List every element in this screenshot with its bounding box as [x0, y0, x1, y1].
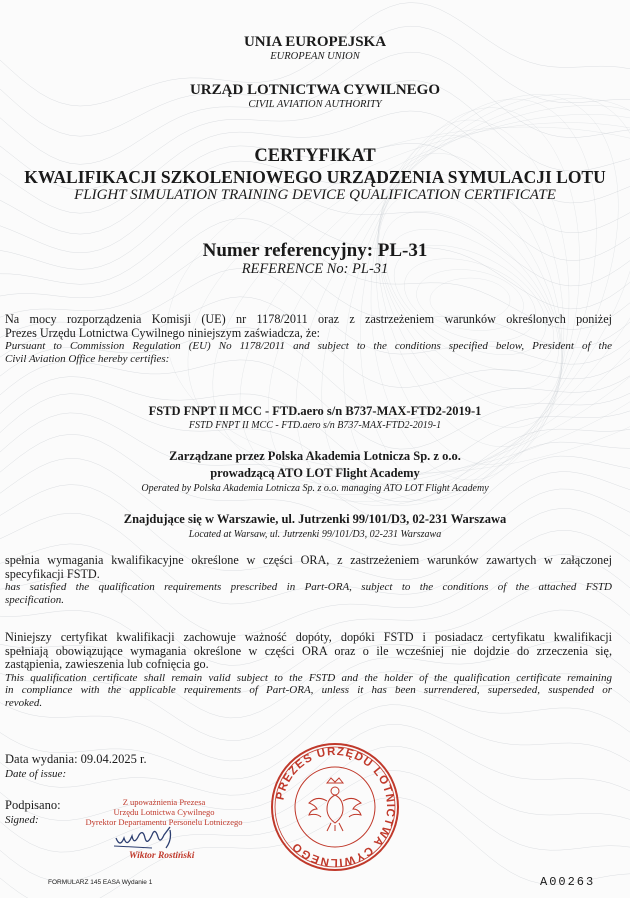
authority-title: URZĄD LOTNICTWA CYWILNEGO	[189, 82, 441, 98]
certificate-heading-en: FLIGHT SIMULATION TRAINING DEVICE QUALIFICATION CERTIFICATE	[74, 187, 556, 203]
issue-date: Data wydania: 09.04.2025 r.	[5, 752, 147, 766]
stamp-line1: Z upoważnienia Prezesa	[122, 797, 206, 807]
device-designation: FSTD FNPT II MCC - FTD.aero s/n B737-MAX-FTD2-2019-1	[148, 404, 482, 418]
signed-label: Podpisano:	[5, 798, 61, 812]
location-en: Located at Warsaw, ul. Jutrzenki 99/101/D3, 02-231 Warszawa	[188, 529, 442, 540]
intro-paragraph	[5, 313, 612, 365]
eu-title: UNIA EUROPEJSKA	[243, 34, 387, 50]
validity-pl-line3: zastąpienia, zawieszenia lub cofnięcia go.	[5, 657, 209, 671]
authorisation-stamp	[79, 797, 249, 827]
seal-ring-text: PREZES URZĘDU LOTNICTWA CYWILNEGO	[274, 745, 397, 869]
operator-line1: Zarządzane przez Polska Akademia Lotnicza Sp. z o.o.	[169, 449, 461, 463]
intro-en-line2: Civil Aviation Office hereby certifies:	[5, 352, 170, 365]
validity-pl-line2: spełniają obowiązujące wymagania określone w części ORA oraz o ile wcześniej nie dojdzie do zrzeczenia się,	[5, 643, 612, 658]
device-designation-en: FSTD FNPT II MCC - FTD.aero s/n B737-MAX-FTD2-2019-1	[188, 420, 442, 431]
location: Znajdujące się w Warszawie, ul. Jutrzenki 99/101/D3, 02-231 Warszawa	[123, 512, 507, 526]
validity-en-line3: revoked.	[5, 696, 43, 709]
reference-number: Numer referencyjny: PL-31	[202, 240, 428, 261]
signed-label-en: Signed:	[5, 814, 39, 826]
certificate-heading: CERTYFIKAT	[254, 146, 376, 166]
reference-number-en: REFERENCE No: PL-31	[241, 261, 389, 277]
requirements-paragraph	[5, 554, 612, 606]
signatory-name: Wiktor Rostiński	[129, 851, 195, 861]
serial-number: A00263	[540, 875, 596, 889]
stamp-line2: Urzędu Lotnictwa Cywilnego	[113, 807, 215, 817]
requirements-pl-line1: spełnia wymagania kwalifikacyjne określone w części ORA, z zastrzeżeniem warunków zawartych w załączonej	[5, 553, 612, 567]
intro-en-line1: Pursuant to Commission Regulation (EU) No 1178/2011 and subject to the conditions specified below, President of the	[5, 340, 612, 352]
eagle-icon	[309, 778, 361, 831]
requirements-pl-line2: specyfikacji FSTD.	[5, 566, 100, 581]
authority-title-en: CIVIL AVIATION AUTHORITY	[248, 99, 382, 110]
intro-pl-line1: Na mocy rozporządzenia Komisji (UE) nr 1178/2011 oraz z zastrzeżeniem warunków określonych poniżej	[5, 312, 612, 326]
validity-en-line2: in compliance with the applicable requirements of Part-ORA, unless it has been surrendered, superseded, suspended or	[5, 684, 612, 696]
handwritten-signature	[112, 826, 182, 852]
eu-title-en: EUROPEAN UNION	[270, 51, 360, 62]
stamp-line3: Dyrektor Departamentu Personelu Lotniczego	[85, 817, 243, 827]
issue-date-en: Date of issue:	[5, 768, 67, 780]
requirements-en-line1: has satisfied the qualification requirements prescribed in Part-ORA, subject to the conditions of the attached FSTD	[5, 581, 612, 593]
intro-pl-line2: Prezes Urzędu Lotnictwa Cywilnego niniejszym zaświadcza, że:	[5, 325, 321, 340]
validity-pl-line1: Niniejszy certyfikat kwalifikacji zachowuje ważność dopóty, dopóki FSTD i posiadacz certyfikatu kwalifikacji	[5, 630, 612, 644]
operator-en: Operated by Polska Akademia Lotnicza Sp. z o.o. managing ATO LOT Flight Academy	[141, 483, 489, 494]
certificate-heading-line2: KWALIFIKACJI SZKOLENIOWEGO URZĄDZENIA SYMULACJI LOTU	[24, 167, 606, 187]
requirements-en-line2: specification.	[5, 593, 64, 606]
official-seal	[269, 741, 401, 873]
validity-paragraph	[5, 631, 612, 709]
operator-line2: prowadzącą ATO LOT Flight Academy	[210, 466, 420, 480]
form-number: FORMULARZ 145 EASA Wydanie 1	[48, 879, 153, 886]
validity-en-line1: This qualification certificate shall remain valid subject to the FSTD and the holder of the qualification certificate remaining	[5, 671, 612, 684]
svg-text:PREZES URZĘDU LOTNICTWA CYWILN	[274, 746, 396, 868]
